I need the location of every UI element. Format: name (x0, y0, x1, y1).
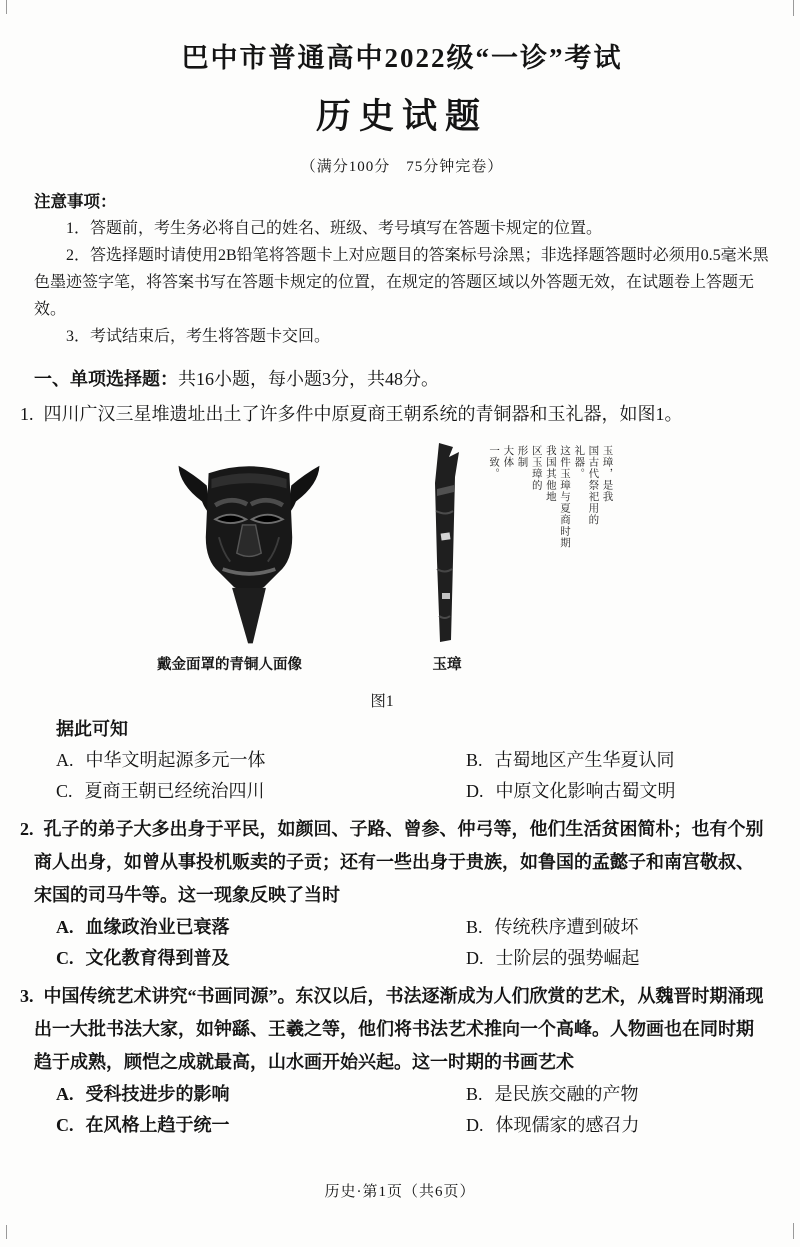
jade-note-column: 我国其他地 (544, 445, 556, 503)
jade-note-column: 区玉璋的 (530, 445, 542, 491)
question-3-options (34, 1079, 770, 1140)
question-1-stem: 1. 四川广汉三星堆遗址出土了许多件中原夏商王朝系统的青铜器和玉礼器，如图1。 (20, 404, 683, 424)
question-2-stem: 2. 孔子的弟子大多出身于平民，如颜回、子路、曾参、仲弓等，他们生活贫困简朴；也有个别商人出身，如曾从事投机贩卖的子贡；还有一些出身于贵族，如鲁国的孟懿子和南宫敬叔、宋国的司马牛等。这一现象反映了当时 (20, 819, 764, 905)
option-1C: C. 夏商王朝已经统治四川 (56, 780, 265, 801)
question-number: 3. (20, 986, 34, 1006)
notice-label: 注意事项： (34, 192, 117, 211)
jade-note-column: 国古代祭祀用的 (587, 445, 599, 526)
figure-label: 图1 (370, 693, 394, 710)
question-number: 2. (20, 819, 34, 839)
question-1-lead-in: 据此可知 (56, 719, 128, 739)
jade-note-column: 礼器。 (573, 445, 585, 480)
jade-zhang-image (422, 441, 472, 646)
option-2D: D. 士阶层的强势崛起 (466, 947, 640, 968)
jade-note-column: 这件玉璋与夏商时期 (559, 445, 571, 549)
option-3D: D. 体现儒家的感召力 (466, 1114, 640, 1135)
question-2 (20, 813, 770, 973)
option-2A: A. 血缘政治业已衰落 (56, 917, 230, 937)
option-1B: B. 古蜀地区产生华夏认同 (466, 750, 675, 770)
notice-item-1: 1．答题前，考生务必将自己的姓名、班级、考号填写在答题卡规定的位置。 (66, 220, 603, 237)
figure-1 (34, 441, 770, 713)
notice-item-3: 3．考试结束后，考生将答题卡交回。 (66, 328, 331, 345)
section-heading (34, 365, 770, 391)
jade-note-column: 大体 (502, 445, 514, 468)
figure-caption-mask: 戴金面罩的青铜人面像 (157, 657, 302, 673)
option-3A: A. 受科技进步的影响 (56, 1084, 230, 1104)
notice-section (34, 188, 770, 350)
jade-note-text (486, 445, 614, 647)
subject-title: 历史试题 (315, 97, 488, 136)
bronze-mask-image (169, 447, 329, 649)
option-2C: C. 文化教育得到普及 (56, 947, 230, 968)
option-3C: C. 在风格上趋于统一 (56, 1114, 230, 1135)
option-1A: A. 中华文明起源多元一体 (56, 750, 266, 770)
notice-item-2: 2．答选择题时请使用2B铅笔将答题卡上对应题目的答案标号涂黑；非选择题答题时必须用0.5毫米黑色墨迹签字笔，将答案书写在答题卡规定的位置，在规定的答题区域以外答题无效，在试题卷上答题无效。 (34, 247, 769, 318)
section-heading-title: 一、单项选择题： (34, 369, 178, 389)
question-1-options (34, 745, 770, 806)
option-2B: B. 传统秩序遭到破坏 (466, 917, 639, 937)
page-footer: 历史·第1页（共6页） (324, 1184, 476, 1200)
question-number: 1. (20, 404, 34, 424)
jade-note-column: 形制 (516, 445, 528, 468)
option-3B: B. 是民族交融的产物 (466, 1084, 639, 1104)
option-1D: D. 中原文化影响古蜀文明 (466, 780, 676, 801)
question-2-options (34, 912, 770, 973)
exam-meta: （满分100分 75分钟完卷） (300, 159, 504, 175)
figure-caption-jade: 玉璋 (432, 657, 462, 673)
jade-note-column: 一致。 (488, 445, 500, 480)
question-3 (20, 980, 770, 1140)
exam-title: 巴中市普通高中2022级“一诊”考试 (181, 43, 623, 73)
section-heading-detail: 共16小题，每小题3分，共48分。 (178, 369, 439, 389)
question-3-stem: 3. 中国传统艺术讲究“书画同源”。东汉以后，书法逐渐成为人们欣赏的艺术，从魏晋时期涌现出一大批书法大家，如钟繇、王羲之等，他们将书法艺术推向一个高峰。人物画也在同时期趋于成熟，顾恺之成就最高，山水画开始兴起。这一时期的书画艺术 (20, 986, 764, 1072)
jade-note-column: 玉璋，是我 (601, 445, 613, 503)
question-1 (20, 398, 770, 806)
